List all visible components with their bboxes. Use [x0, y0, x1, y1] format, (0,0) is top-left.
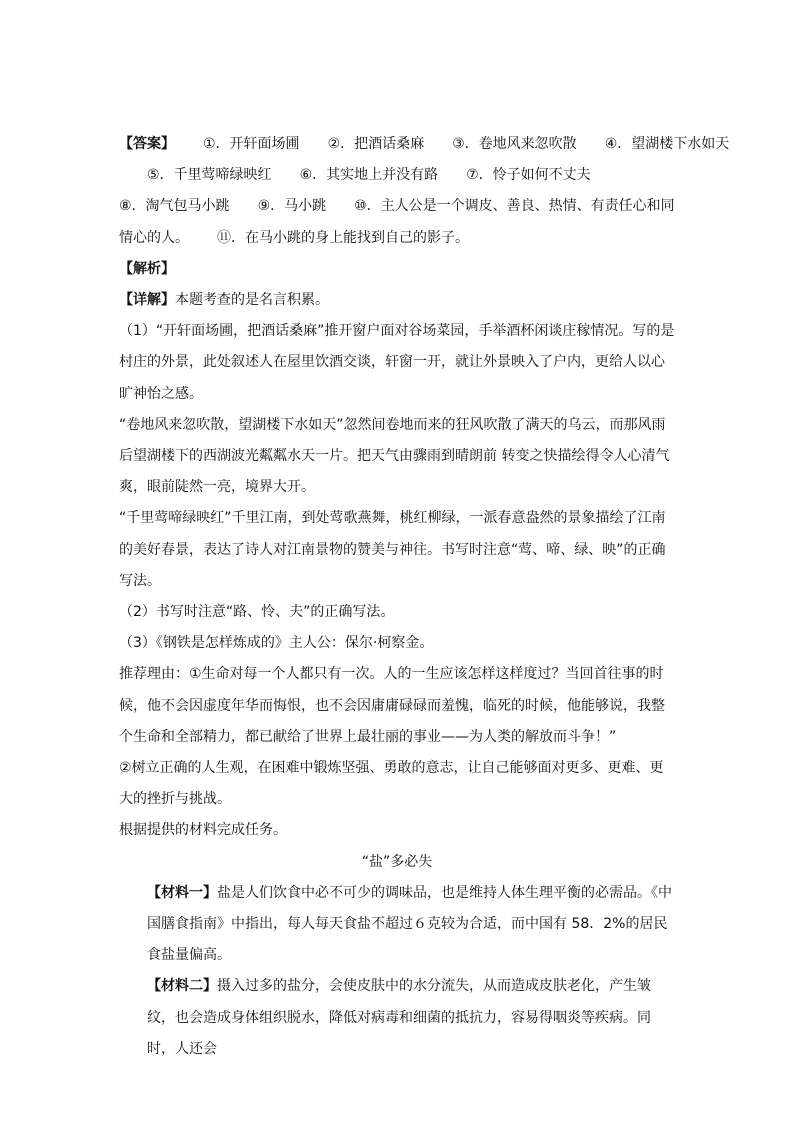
answer-line-2	[119, 160, 675, 191]
analysis-paragraph-4: （2）书写时注意“路、怜、夫”的正确写法。	[119, 604, 395, 620]
answer-item: ⑥．其实地上并没有路	[299, 167, 439, 184]
answer-line-3	[119, 191, 675, 253]
analysis-paragraph-1: （1）“开轩面场圃，把酒话桑麻”推开窗户面对谷场菜园，手举酒杯闲谈庄稼情况。写的是村庄的外景，此处叙述人在屋里饮酒交谈，轩窗一开，就让外景映入了户内，更给人以心旷神怡之感。	[119, 323, 675, 402]
analysis-paragraph-2: “卷地风来忽吹散，望湖楼下水如天”忽然间卷地而来的狂风吹散了满天的乌云，而那风雨后望湖楼下的西湖波光粼粼水天一片。把天气由骤雨到晴朗前 转变之快描绘得令人心清气爽，眼前陡然一亮，境界大开。	[119, 416, 670, 496]
article-title: “盐”多必失	[361, 853, 433, 870]
task-intro: 根据提供的材料完成任务。	[119, 822, 287, 839]
answer-item: ①．开轩面场圃	[203, 136, 300, 152]
answer-item: ⑩．主人公是一个调皮、善良、热情、有责任心和同情心的人。	[119, 198, 675, 246]
material-2	[119, 971, 675, 1065]
answer-item: ④．望湖楼下水如天	[604, 136, 730, 152]
analysis-paragraph-7: ②树立正确的人生观，在困难中锻炼坚强、勇敢的意志，让自己能够面对更多、更难、更大的挫折与挑战。	[119, 760, 664, 808]
answer-tag: 【答案】	[119, 136, 175, 152]
answer-item: ⑦．怜子如何不丈夫	[466, 167, 591, 184]
answer-line-1	[119, 129, 730, 160]
analysis-tag: 【解析】	[119, 260, 175, 277]
material-2-text: 摄入过多的盐分，会使皮肤中的水分流失，从而造成皮肤老化，产生皱纹，也会造成身体组织脱水，降低对病毒和细菌的抵抗力，容易得咽炎等疾病。同时，人还会	[147, 978, 651, 1057]
detail-tag: 【详解】	[119, 291, 175, 308]
material-1-tag: 【材料一】	[147, 884, 217, 901]
answer-item: ③．卷地风来忽吹散	[452, 136, 577, 152]
detail-text: 本题考查的是名言积累。	[175, 291, 329, 308]
detail-paragraph	[119, 285, 675, 316]
document-page	[119, 129, 730, 1065]
analysis-paragraph-5: （3）《钢铁是怎样炼成的》主人公：保尔·柯察金。	[119, 635, 434, 652]
answer-item: ⑨．马小跳	[257, 198, 327, 215]
material-2-tag: 【材料二】	[147, 978, 217, 995]
answer-item: ⑤．千里莺啼绿映红	[147, 167, 272, 184]
material-1-text: 盐是人们饮食中必不可少的调味品，也是维持人体生理平衡的必需品。《中国膳食指南》中指出，每人每天食盐不超过６克较为合适，而中国有 58．2%的居民食盐量偏高。	[147, 884, 672, 964]
material-1	[119, 878, 675, 972]
answer-item: ⑧．淘气包马小跳	[119, 198, 230, 215]
analysis-paragraph-6: 推荐理由：①生命对每一个人都只有一次。人的一生应该怎样这样度过？当回首往事的时候，他不会因虚度年华而悔恨，也不会因庸庸碌碌而羞愧，临死的时候，他能够说，我整个生命和全部精力，都已献给了世界上最壮丽的事业——为人类的解放而斗争！”	[119, 666, 665, 745]
analysis-paragraph-3: “千里莺啼绿映红”千里江南，到处莺歌燕舞，桃红柳绿，一派春意盎然的景象描绘了江南的美好春景，表达了诗人对江南景物的赞美与神往。书写时注意“莺、啼、绿、映”的正确写法。	[119, 510, 666, 589]
answer-item: ⑪．在马小跳的身上能找到自己的影子。	[217, 229, 469, 246]
answer-item: ②．把酒话桑麻	[327, 136, 425, 152]
